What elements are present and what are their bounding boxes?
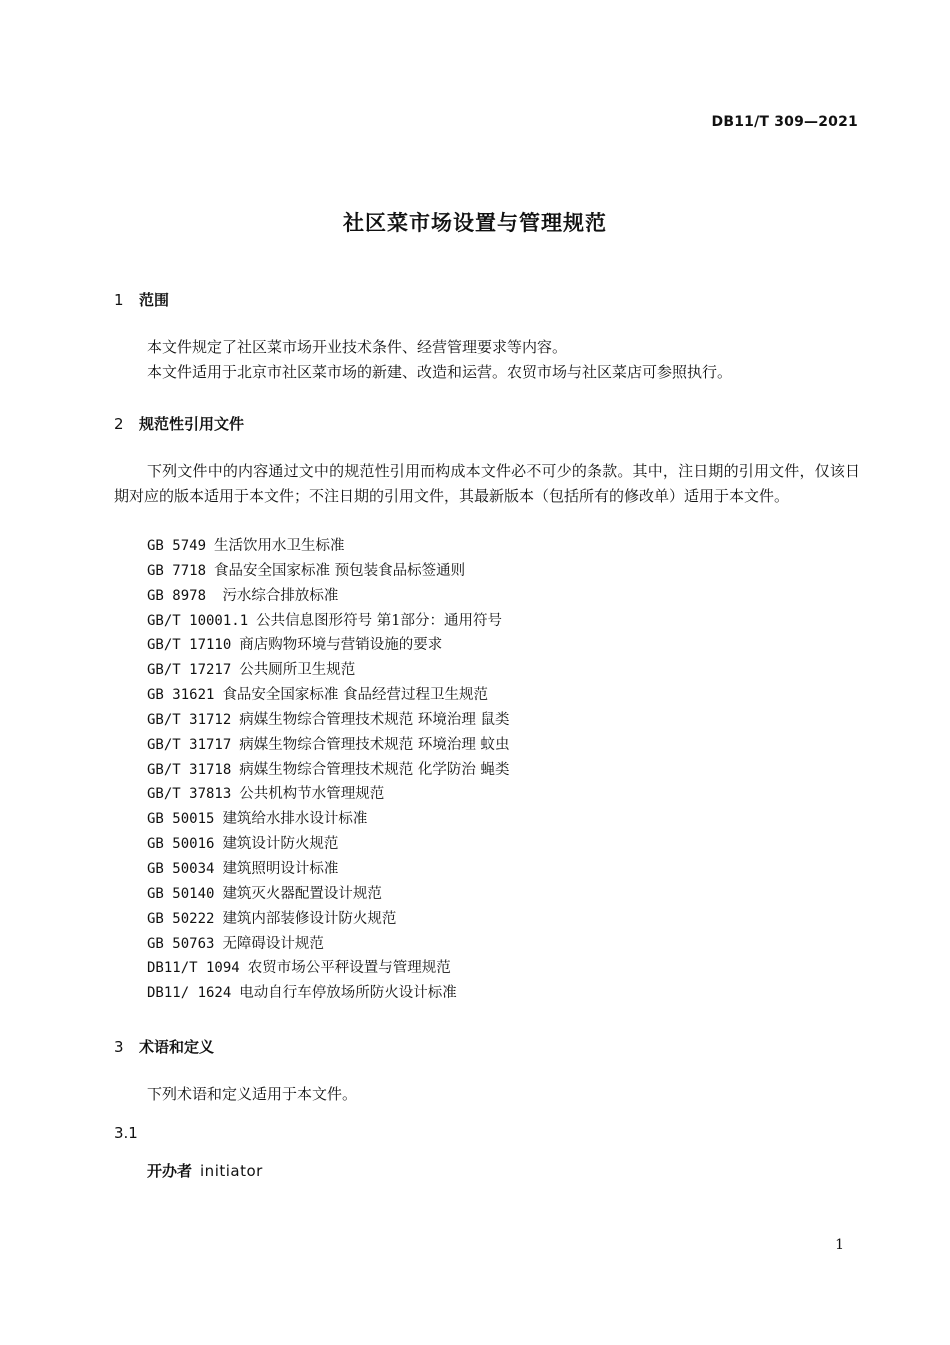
reference-code: GB 50763 [147, 935, 215, 952]
section-heading-terms-definitions [114, 1036, 214, 1057]
references-intro-paragraph: 下列文件中的内容通过文中的规范性引用而构成本文件必不可少的条款。其中，注日期的引用文件，仅该日期对应的版本适用于本文件；不注日期的引用文件，其最新版本（包括所有的修改单）适用于本文件。 [114, 462, 860, 505]
reference-item [147, 683, 510, 708]
reference-code: GB 8978 [147, 587, 215, 604]
reference-code: GB/T 10001.1 [147, 612, 249, 629]
reference-item [147, 981, 510, 1006]
reference-code: GB 31621 [147, 687, 215, 704]
reference-item [147, 609, 510, 634]
reference-title: 商店购物环境与营销设施的要求 [239, 637, 443, 654]
reference-item [147, 782, 510, 807]
reference-item [147, 733, 510, 758]
reference-code: GB/T 17217 [147, 662, 232, 679]
reference-title: 病媒生物综合管理技术规范 环境治理 鼠类 [239, 711, 510, 728]
reference-item [147, 658, 510, 683]
reference-title: 建筑给水排水设计标准 [222, 811, 368, 828]
reference-code: GB 5749 [147, 538, 207, 554]
reference-title: 公共厕所卫生规范 [239, 662, 356, 679]
reference-title: 食品安全国家标准 食品经营过程卫生规范 [222, 687, 489, 704]
reference-title: 病媒生物综合管理技术规范 环境治理 蚊虫 [239, 736, 510, 753]
reference-code: DB11/T 1094 [147, 960, 240, 977]
reference-code: DB11/ 1624 [147, 985, 232, 1002]
reference-item [147, 758, 510, 783]
reference-title: 公共信息图形符号 第1部分：通用符号 [256, 612, 502, 629]
reference-title: 电动自行车停放场所防火设计标准 [239, 985, 457, 1002]
reference-title: 建筑灭火器配置设计规范 [222, 885, 382, 902]
reference-item [147, 857, 510, 882]
reference-code: GB/T 31712 [147, 711, 232, 728]
clause-number: 3.1 [114, 1124, 138, 1142]
reference-title: 生活饮用水卫生标准 [214, 538, 345, 554]
reference-code: GB 7718 [147, 562, 207, 579]
section-title: 规范性引用文件 [139, 415, 245, 433]
reference-title: 公共机构节水管理规范 [239, 786, 385, 803]
reference-code: GB/T 31718 [147, 761, 232, 778]
section-number: 3 [114, 1038, 124, 1056]
document-title: 社区菜市场设置与管理规范 [343, 211, 607, 235]
reference-title: 食品安全国家标准 预包装食品标签通则 [214, 562, 466, 579]
section-title: 范围 [139, 291, 170, 309]
reference-item [147, 832, 510, 857]
reference-list [147, 534, 510, 1006]
section-heading-normative-references [114, 413, 244, 434]
reference-code: GB 50222 [147, 910, 215, 927]
reference-code: GB/T 37813 [147, 786, 232, 803]
reference-code: GB 50016 [147, 836, 215, 853]
reference-title: 农贸市场公平秤设置与管理规范 [247, 960, 451, 977]
section-number: 2 [114, 415, 124, 433]
section-number: 1 [114, 291, 124, 309]
reference-item [147, 559, 510, 584]
document-code: DB11/T 309—2021 [711, 114, 858, 130]
reference-title: 建筑设计防火规范 [222, 836, 339, 853]
reference-title: 建筑内部装修设计防火规范 [222, 910, 397, 927]
reference-code: GB 50015 [147, 811, 215, 828]
reference-item [147, 882, 510, 907]
scope-paragraph-1: 本文件规定了社区菜市场开业技术条件、经营管理要求等内容。 [147, 338, 568, 356]
reference-title: 建筑照明设计标准 [222, 860, 339, 877]
reference-item [147, 633, 510, 658]
reference-title: 病媒生物综合管理技术规范 化学防治 蝇类 [239, 761, 510, 778]
term-entry [147, 1160, 263, 1181]
reference-item [147, 932, 510, 957]
reference-code: GB/T 31717 [147, 736, 232, 753]
scope-paragraph-2: 本文件适用于北京市社区菜市场的新建、改造和运营。农贸市场与社区菜店可参照执行。 [147, 363, 733, 381]
reference-title: 无障碍设计规范 [222, 935, 324, 952]
section-heading-scope [114, 289, 169, 310]
reference-item [147, 584, 510, 609]
reference-item [147, 534, 510, 559]
term-english: initiator [200, 1162, 263, 1180]
reference-title: 污水综合排放标准 [222, 587, 339, 604]
reference-item [147, 956, 510, 981]
reference-item [147, 708, 510, 733]
reference-item [147, 907, 510, 932]
reference-code: GB/T 17110 [147, 637, 232, 654]
terms-intro-paragraph: 下列术语和定义适用于本文件。 [147, 1085, 358, 1103]
page-number: 1 [835, 1237, 844, 1253]
reference-item [147, 807, 510, 832]
reference-code: GB 50034 [147, 860, 215, 877]
section-title: 术语和定义 [139, 1038, 215, 1056]
term-chinese: 开办者 [147, 1162, 193, 1180]
reference-code: GB 50140 [147, 885, 215, 902]
